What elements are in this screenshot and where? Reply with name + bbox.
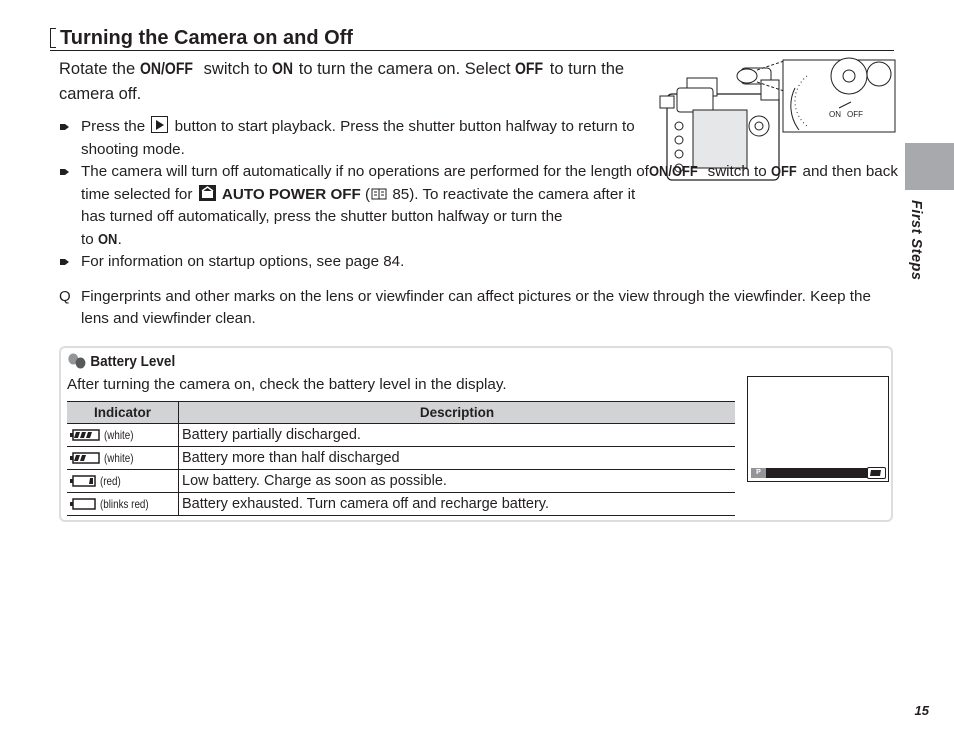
off-label: OFF xyxy=(515,60,544,78)
note-text: 85). To reactivate the camera after it has turned off automatically, press the shutter button halfway or turn the xyxy=(81,185,636,225)
note-text: ( xyxy=(360,185,371,203)
note-bullet-icon xyxy=(60,257,69,267)
on-label: ON xyxy=(97,230,118,248)
description-cell: Low battery. Charge as soon as possible. xyxy=(179,470,736,493)
note-text: . xyxy=(117,230,122,248)
note-bullet-icon xyxy=(60,122,69,132)
note-text: The camera will turn off automatically if no operations are performed for the length of time selected for xyxy=(81,163,649,203)
indicator-cell xyxy=(67,424,179,447)
shooting-mode-indicator: P xyxy=(751,468,766,478)
note-bullet-icon xyxy=(60,167,69,177)
indicator-cell xyxy=(67,493,179,516)
column-header: Description xyxy=(179,402,736,424)
tip-icon xyxy=(67,353,89,369)
battery-empty-icon xyxy=(70,498,96,510)
display-battery-icon xyxy=(867,467,886,479)
intro-paragraph xyxy=(59,57,654,107)
section-title-bar xyxy=(50,26,894,51)
note-first-lines xyxy=(81,161,649,229)
tip-heading-text: Battery Level xyxy=(90,353,176,370)
chapter-tab-marker xyxy=(905,143,954,190)
indicator-cell xyxy=(67,470,179,493)
description-cell: Battery more than half discharged xyxy=(179,447,736,470)
caution-text: Fingerprints and other marks on the lens or viewfinder can affect pictures or the view through the viewfinder. Keep the lens and viewfinder clean. xyxy=(81,287,871,327)
intro-text-2: switch to xyxy=(199,60,273,78)
title-bracket-mark xyxy=(50,28,56,48)
note-text: Press the xyxy=(81,118,150,135)
intro-text-4: to turn the camera off. xyxy=(59,60,625,103)
intro-text-1: Rotate the xyxy=(59,60,140,78)
battery-half-icon xyxy=(70,452,100,464)
caution-icon: Q xyxy=(59,287,71,305)
note-startup-options xyxy=(59,251,899,274)
page-title: Turning the Camera on and Off xyxy=(60,27,353,49)
battery-three-quarter-icon xyxy=(70,429,100,441)
tip-heading xyxy=(67,352,175,372)
tip-description: After turning the camera on, check the battery level in the display. xyxy=(67,376,507,393)
notes-list xyxy=(59,116,899,331)
caution-note xyxy=(59,286,899,331)
indicator-cell xyxy=(67,447,179,470)
note-playback xyxy=(59,116,649,161)
note-text: switch to xyxy=(703,163,771,180)
page-number: 15 xyxy=(914,703,929,718)
note-text: For information on startup options, see page 84. xyxy=(81,253,405,270)
menu-item-name: AUTO POWER OFF xyxy=(221,185,361,203)
description-cell: Battery partially discharged. xyxy=(179,424,736,447)
on-off-label: ON/OFF xyxy=(139,60,193,78)
setup-menu-icon xyxy=(199,185,216,201)
table-row xyxy=(67,447,735,470)
battery-indicator-table xyxy=(67,401,735,516)
indicator-note: (red) xyxy=(100,474,121,488)
on-label: ON xyxy=(272,60,294,78)
table-row xyxy=(67,493,735,516)
switch-on-text: ON xyxy=(829,110,841,119)
on-off-label: ON/OFF xyxy=(649,163,698,180)
page-reference-icon xyxy=(371,188,387,200)
battery-level-box xyxy=(59,346,893,522)
note-text: button to start playback. Press the shutter button halfway to return to shooting mode. xyxy=(81,118,635,158)
indicator-note: (white) xyxy=(104,451,134,465)
description-cell: Battery exhausted. Turn camera off and recharge battery. xyxy=(179,493,736,516)
table-header-row xyxy=(67,402,735,424)
column-header: Indicator xyxy=(67,402,179,424)
display-info-bar xyxy=(751,468,869,478)
table-row xyxy=(67,424,735,447)
switch-off-text: OFF xyxy=(847,110,863,119)
chapter-label-text: First Steps xyxy=(908,200,924,281)
lcd-display-illustration xyxy=(747,376,889,482)
note-auto-power-off xyxy=(59,161,899,251)
chapter-side-label xyxy=(903,200,927,292)
indicator-note: (white) xyxy=(104,428,134,442)
off-label: OFF xyxy=(770,163,797,180)
intro-text-3: to turn the camera on. Select xyxy=(294,60,516,78)
playback-button-icon xyxy=(151,116,168,133)
note-text: and then back to xyxy=(81,163,898,248)
table-row xyxy=(67,470,735,493)
indicator-note: (blinks red) xyxy=(100,497,149,511)
battery-low-icon xyxy=(70,475,96,487)
